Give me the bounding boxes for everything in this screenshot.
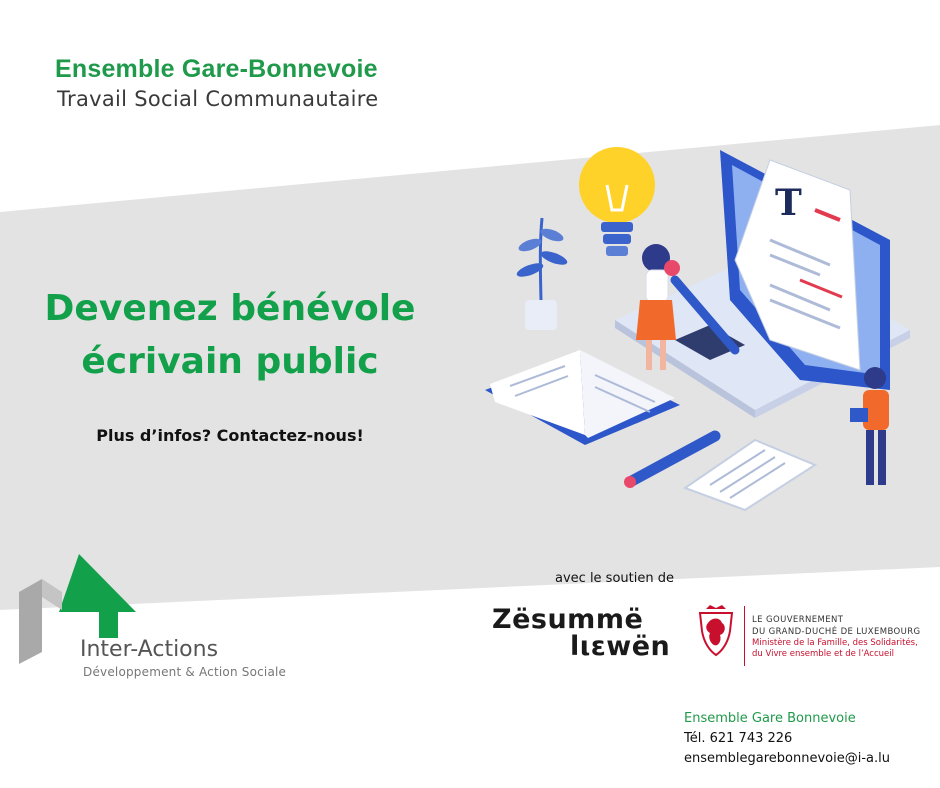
contact-call-to-action: Plus d’infos? Contactez-nous! — [96, 426, 364, 445]
zesumme-line-2: lιεwën — [570, 631, 671, 662]
svg-text:T: T — [775, 182, 802, 224]
contact-phone: Tél. 621 743 226 — [684, 731, 793, 746]
org-subtitle: Travail Social Communautaire — [57, 87, 379, 111]
partner-tagline: Développement & Action Sociale — [83, 665, 287, 679]
gov-line-2: DU GRAND-DUCHÉ DE LUXEMBOURG — [752, 627, 921, 637]
headline — [30, 282, 430, 388]
headline-line-1: Devenez bénévole — [44, 288, 416, 329]
org-title: Ensemble Gare-Bonnevoie — [55, 55, 378, 83]
zesumme-liewen-logo — [492, 604, 670, 662]
partner-name: Inter-Actions — [80, 637, 219, 662]
gov-divider — [744, 606, 745, 666]
gov-line-1: LE GOUVERNEMENT — [752, 615, 844, 625]
gov-line-3: Ministère de la Famille, des Solidarités, — [752, 638, 918, 648]
contact-block — [684, 709, 890, 769]
contact-name: Ensemble Gare Bonnevoie — [684, 711, 856, 726]
gov-line-4: du Vivre ensemble et de l’Accueil — [752, 649, 894, 659]
zesumme-line-1: Zësummë — [492, 604, 644, 635]
gov-ministry-text — [752, 614, 921, 660]
contact-email: ensemblegarebonnevoie@i-a.lu — [684, 751, 891, 766]
luxembourg-lion-crest — [692, 603, 740, 665]
support-label: avec le soutien de — [555, 571, 674, 586]
headline-line-2: écrivain public — [81, 341, 379, 382]
writer-laptop-illustration — [470, 140, 910, 520]
